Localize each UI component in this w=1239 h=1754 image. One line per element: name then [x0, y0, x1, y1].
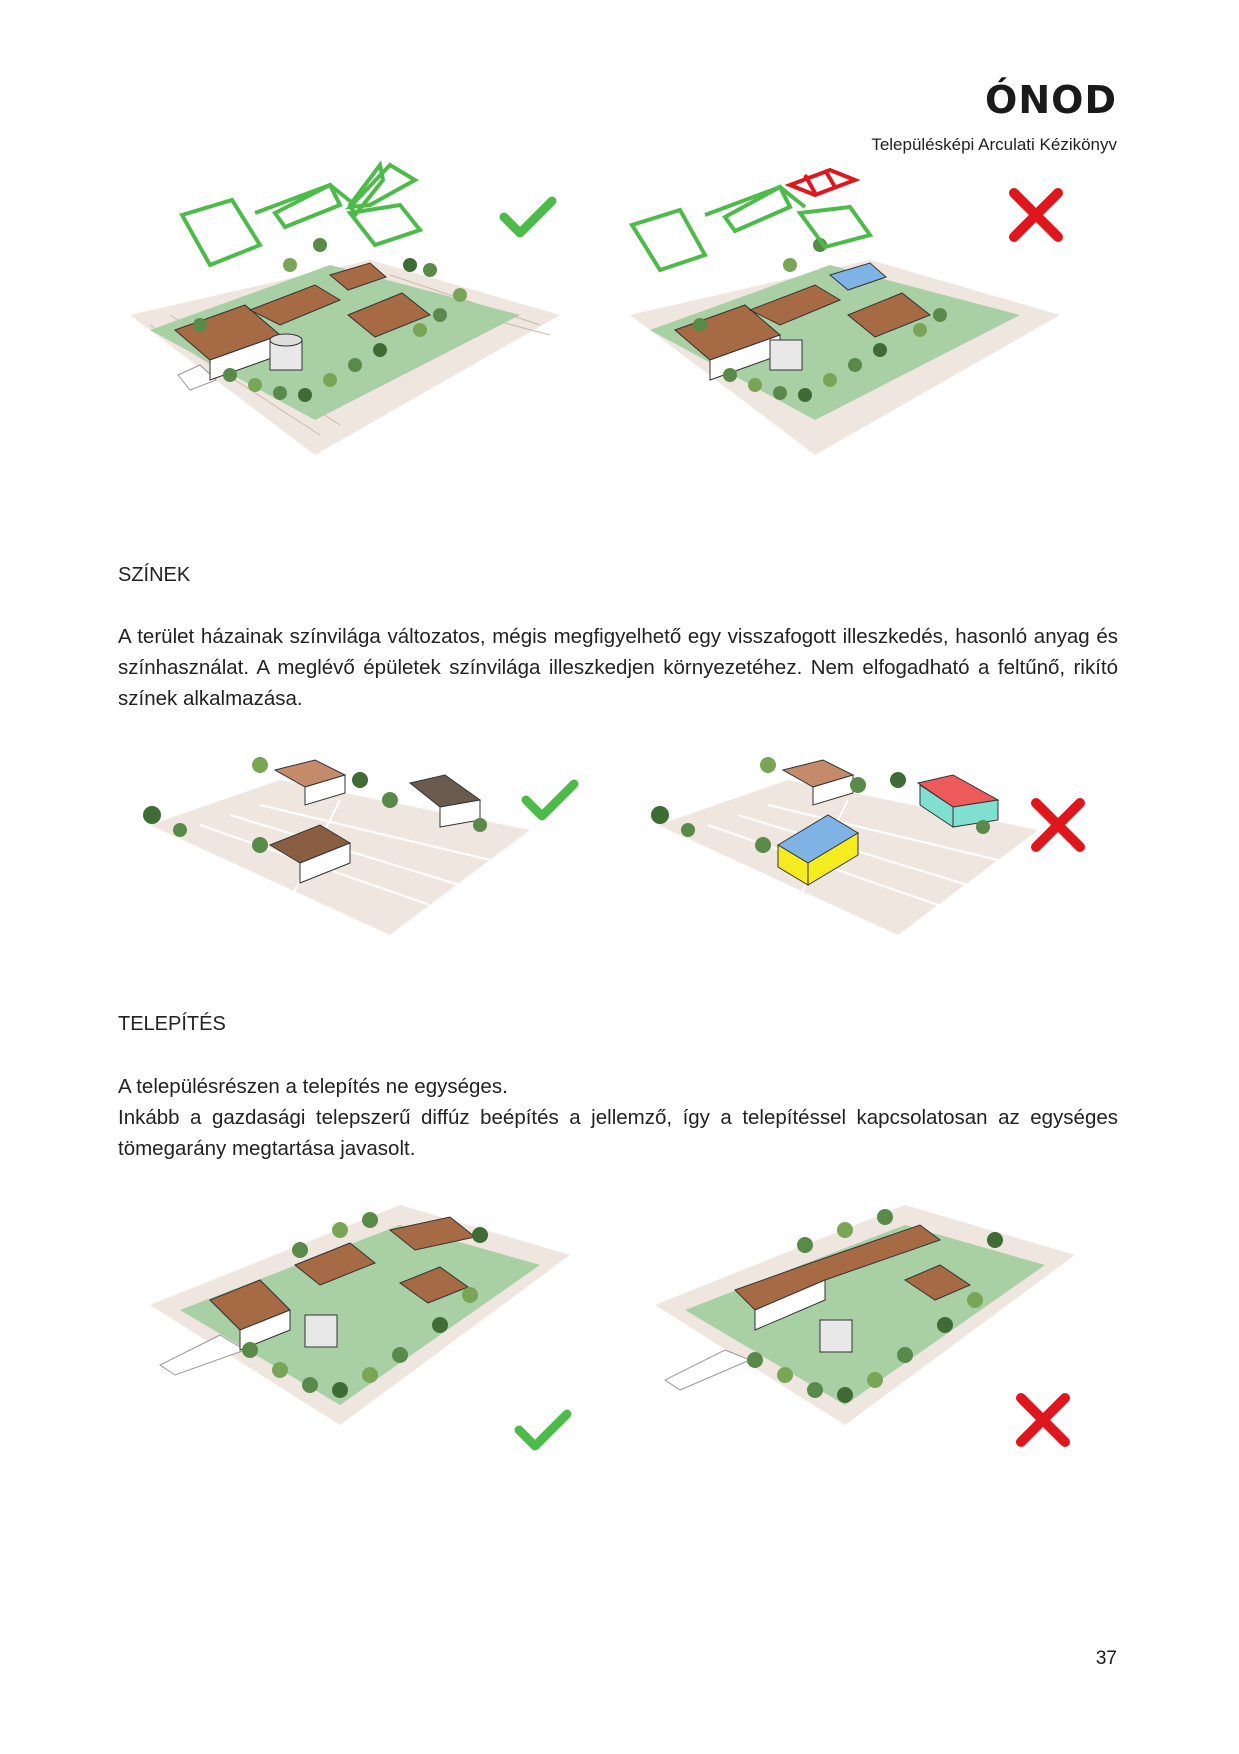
check-mark-icon — [500, 195, 556, 239]
layout-bad-illustration — [655, 1195, 1075, 1435]
x-mark-icon — [1008, 187, 1064, 243]
roof-shape-bad-illustration — [630, 165, 1070, 465]
page-number: 37 — [1095, 1648, 1117, 1669]
paragraph-text: A településrészen a telepítés ne egységes. — [118, 1075, 508, 1098]
section-paragraph-colors — [118, 621, 1118, 714]
document-title: ÓNOD — [985, 78, 1117, 122]
x-mark-icon — [1030, 797, 1086, 853]
document-subtitle: Településképi Arculati Kézikönyv — [871, 135, 1117, 154]
paragraph-text: Inkább a gazdasági telepszerű diffúz beépítés a jellemző, így a telepítéssel kapcsolatosan az egységes tömegarány megtartása javasolt. — [118, 1106, 1118, 1160]
section-heading-layout: TELEPÍTÉS — [118, 1013, 226, 1035]
color-good-illustration — [140, 745, 560, 945]
paragraph-text: A terület házainak színvilága változatos, mégis megfigyelhető egy visszafogott illeszkedés, hasonló anyag és színhasználat. A meglévő épületek színvilága illeszkedjen környezetéhez. Nem elfogadható a feltűnő, rikító színek alkalmazása. — [118, 625, 1118, 710]
section-heading-colors: SZÍNEK — [118, 564, 191, 586]
section-paragraph-layout — [118, 1071, 1118, 1164]
layout-good-illustration — [150, 1195, 570, 1435]
check-mark-icon — [522, 778, 578, 822]
color-bad-illustration — [648, 745, 1068, 945]
x-mark-icon — [1015, 1392, 1071, 1448]
check-mark-icon — [515, 1408, 571, 1452]
